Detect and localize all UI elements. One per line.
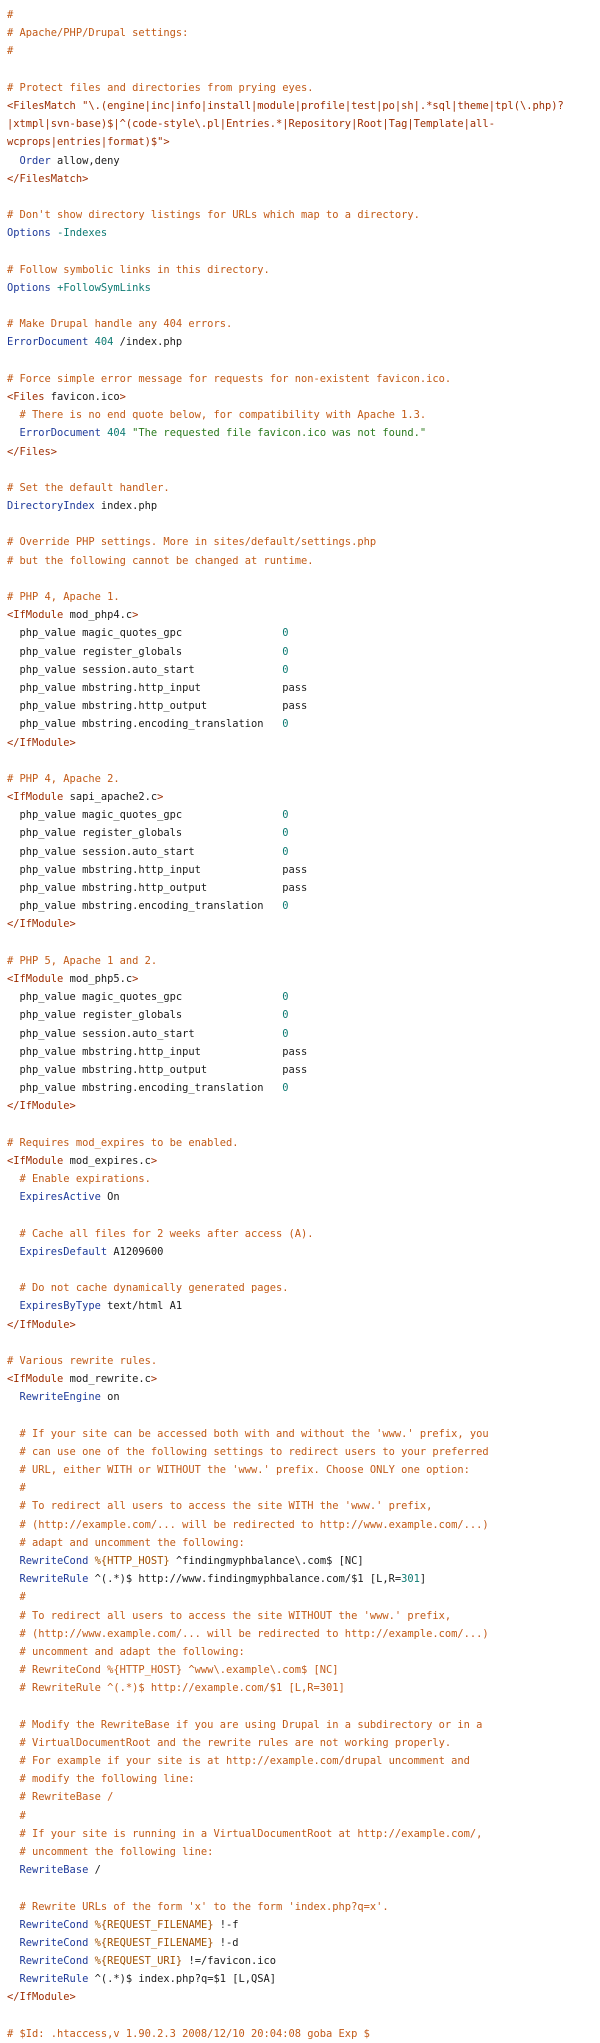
code-token: RewriteCond <box>19 1918 89 1931</box>
code-token: 0 <box>282 991 289 1004</box>
code-line <box>7 1770 600 1788</box>
code-token: RewriteRule <box>19 1973 89 1986</box>
code-token: # PHP 4, Apache 1. <box>7 591 120 603</box>
code-token: mod_rewrite.c <box>69 1373 151 1386</box>
code-token: > <box>150 1373 158 1386</box>
code-token: <IfModule <box>7 791 70 804</box>
code-token: ExpiresActive <box>19 1191 101 1204</box>
code-token: Options <box>7 227 51 240</box>
code-line <box>7 1843 600 1861</box>
code-token: RewriteCond <box>19 1936 89 1949</box>
code-token: 404 <box>94 336 114 349</box>
code-line <box>7 1752 600 1770</box>
code-line <box>7 1334 600 1352</box>
code-line <box>7 1388 600 1406</box>
code-line <box>7 897 600 915</box>
code-line <box>7 1607 600 1625</box>
code-token: # Don't show directory listings for URLs which map to a directory. <box>7 209 420 222</box>
code-token <box>7 1573 20 1585</box>
code-token: # Do not cache dynamically generated pages. <box>7 1282 289 1295</box>
code-line <box>7 315 600 333</box>
code-token: # Force simple error message for requests for non-existent favicon.ico. <box>7 372 452 385</box>
code-line <box>7 388 600 406</box>
code-line <box>7 1643 600 1661</box>
code-token: # For example if your site is at http://example.com/drupal uncomment and <box>7 1755 470 1767</box>
code-token: # can use one of the following settings to redirect users to your preferred <box>7 1445 489 1458</box>
code-token: # (http://example.com/... will be redirected to http://www.example.com/...) <box>7 1518 489 1531</box>
code-token: Options <box>7 281 51 294</box>
code-token: # Various rewrite rules. <box>7 1354 158 1367</box>
code-token: php_value magic_quotes_gpc <box>7 627 283 640</box>
code-line <box>7 952 600 970</box>
code-token: "The requested file favicon.ico was not found." <box>132 427 427 440</box>
code-line <box>7 1661 600 1679</box>
code-line <box>7 1206 600 1224</box>
code-token: # but the following cannot be changed at runtime. <box>7 554 314 567</box>
code-token: %{HTTP_HOST} <box>94 1554 170 1567</box>
code-token: </IfModule> <box>7 918 76 931</box>
code-line <box>7 1352 600 1370</box>
code-line <box>7 1261 600 1279</box>
code-line <box>7 206 600 224</box>
code-token: # <box>7 45 14 58</box>
code-token: DirectoryIndex <box>7 500 95 513</box>
code-line <box>7 1552 600 1570</box>
code-token: php_value register_globals <box>7 645 283 658</box>
code-line <box>7 2007 600 2025</box>
code-token: on <box>100 1391 120 1404</box>
code-token: RewriteEngine <box>19 1391 101 1404</box>
code-token: > <box>150 1154 158 1167</box>
code-token: # (http://www.example.com/... will be redirected to http://example.com/...) <box>7 1627 489 1640</box>
code-token: # Apache/PHP/Drupal settings: <box>7 27 189 40</box>
code-line <box>7 606 600 624</box>
code-line <box>7 1152 600 1170</box>
code-token: # Rewrite URLs of the form 'x' to the form 'index.php?q=x'. <box>7 1900 389 1913</box>
code-line <box>7 679 600 697</box>
code-line <box>7 770 600 788</box>
code-line <box>7 1461 600 1479</box>
code-token: > <box>132 609 139 622</box>
code-token: </IfModule> <box>7 1100 76 1113</box>
code-token: 0 <box>282 718 289 731</box>
code-line <box>7 861 600 879</box>
code-line <box>7 697 600 715</box>
code-token: mod_php5.c <box>69 972 133 985</box>
code-token: <Files <box>7 390 51 403</box>
code-line <box>7 879 600 897</box>
code-line <box>7 1243 600 1261</box>
code-token: # If your site can be accessed both with and without the 'www.' prefix, you <box>7 1427 489 1440</box>
code-token: # RewriteCond %{HTTP_HOST} ^www\.example\.com$ [NC] <box>7 1664 339 1677</box>
code-line <box>7 97 600 115</box>
code-token: RewriteBase <box>19 1864 89 1877</box>
code-token: !=/favicon.ico <box>182 1955 277 1968</box>
code-line <box>7 1934 600 1952</box>
code-token: # Enable expirations. <box>7 1173 151 1185</box>
code-line <box>7 1788 600 1806</box>
code-token <box>7 1300 20 1312</box>
code-token: /index.php <box>113 336 183 349</box>
code-line <box>7 297 600 315</box>
code-token: RewriteRule <box>19 1573 89 1586</box>
code-token <box>7 155 20 167</box>
code-line <box>7 461 600 479</box>
code-line <box>7 715 600 733</box>
code-token: A1209600 <box>107 1245 164 1258</box>
code-token: "\.(engine|inc|info|install|module|profile|test|po|sh|.*sql|theme|tpl(\.php)? <box>82 99 564 112</box>
code-line <box>7 133 600 151</box>
code-line <box>7 1279 600 1297</box>
code-line <box>7 424 600 442</box>
code-token: 301 <box>401 1573 420 1586</box>
code-line <box>7 1025 600 1043</box>
code-line <box>7 1443 600 1461</box>
code-line <box>7 443 600 461</box>
code-token: php_value mbstring.http_input pass <box>7 863 308 876</box>
code-line <box>7 515 600 533</box>
code-token <box>7 1864 20 1876</box>
code-token: php_value mbstring.encoding_translation <box>7 718 283 731</box>
code-token: # To redirect all users to access the site WITH the 'www.' prefix, <box>7 1500 433 1513</box>
code-token: text/html A1 <box>100 1300 183 1313</box>
code-line <box>7 661 600 679</box>
code-token: <IfModule <box>7 972 70 985</box>
code-line <box>7 1734 600 1752</box>
code-token: # RewriteRule ^(.*)$ http://example.com/$1 [L,R=301] <box>7 1682 345 1695</box>
code-token: php_value session.auto_start <box>7 1027 283 1040</box>
code-token: php_value session.auto_start <box>7 663 283 676</box>
code-line <box>7 1716 600 1734</box>
code-token: php_value mbstring.encoding_translation <box>7 900 283 913</box>
code-token: # To redirect all users to access the site WITHOUT the 'www.' prefix, <box>7 1609 452 1622</box>
code-token: index.php <box>94 500 158 513</box>
code-line <box>7 1916 600 1934</box>
code-token: # Follow symbolic links in this directory. <box>7 263 270 276</box>
code-token: # VirtualDocumentRoot and the rewrite rules are not working properly. <box>7 1736 452 1749</box>
code-token <box>7 1555 20 1567</box>
code-line <box>7 152 600 170</box>
code-line <box>7 915 600 933</box>
code-token: <IfModule <box>7 1154 70 1167</box>
code-token: # uncomment and adapt the following: <box>7 1645 245 1658</box>
code-line <box>7 1006 600 1024</box>
code-line <box>7 406 600 424</box>
code-token: </Files> <box>7 445 58 458</box>
code-token: <IfModule <box>7 1373 70 1386</box>
code-token: ExpiresDefault <box>19 1245 108 1258</box>
code-token: # <box>7 1482 26 1495</box>
code-token: On <box>100 1191 120 1204</box>
code-token: mod_php4.c <box>69 609 133 622</box>
code-token: </IfModule> <box>7 736 76 749</box>
code-line <box>7 806 600 824</box>
code-line <box>7 1188 600 1206</box>
code-token: php_value mbstring.http_input pass <box>7 681 308 694</box>
code-token: php_value mbstring.http_output pass <box>7 1063 308 1076</box>
code-token: 0 <box>282 663 289 676</box>
code-line <box>7 1316 600 1334</box>
code-line <box>7 1970 600 1988</box>
code-token: ^(.*)$ http://www.findingmyphbalance.com/$1 [L,R= <box>88 1573 402 1586</box>
code-line <box>7 570 600 588</box>
code-token: !-f <box>213 1918 239 1931</box>
code-token: # Make Drupal handle any 404 errors. <box>7 318 233 331</box>
code-token: RewriteCond <box>19 1955 89 1968</box>
code-token <box>7 1191 20 1203</box>
code-token: |xtmpl|svn-base)$|^(code-style\.pl|Entries.*|Repository|Root|Tag|Template|all- <box>7 118 495 131</box>
code-token: # <box>7 9 14 21</box>
code-line <box>7 934 600 952</box>
code-line <box>7 115 600 133</box>
code-token: # Requires mod_expires to be enabled. <box>7 1136 239 1149</box>
code-line <box>7 824 600 842</box>
code-line <box>7 1497 600 1515</box>
code-line <box>7 61 600 79</box>
code-line <box>7 333 600 351</box>
code-line <box>7 1570 600 1588</box>
code-token: php_value mbstring.encoding_translation <box>7 1082 283 1095</box>
code-line <box>7 1297 600 1315</box>
code-line <box>7 170 600 188</box>
code-token: !-d <box>213 1936 239 1949</box>
code-token <box>7 1937 20 1949</box>
code-line <box>7 843 600 861</box>
code-line <box>7 752 600 770</box>
code-token <box>7 1391 20 1403</box>
code-line <box>7 279 600 297</box>
code-token: # PHP 4, Apache 2. <box>7 772 120 785</box>
code-line <box>7 6 600 24</box>
code-token: sapi_apache2.c <box>69 791 158 804</box>
code-line <box>7 1516 600 1534</box>
code-token: 0 <box>282 809 289 822</box>
code-token: # modify the following line: <box>7 1773 195 1786</box>
code-token: ErrorDocument <box>7 336 89 349</box>
code-token: %{REQUEST_URI} <box>94 1955 183 1968</box>
code-line <box>7 224 600 242</box>
code-line <box>7 242 600 260</box>
code-line <box>7 624 600 642</box>
code-line <box>7 1425 600 1443</box>
code-token: # <box>7 1809 26 1822</box>
code-line <box>7 1225 600 1243</box>
code-token: 0 <box>282 827 289 840</box>
code-line <box>7 734 600 752</box>
code-token: favicon.ico <box>50 390 120 403</box>
code-line <box>7 24 600 42</box>
code-token: 0 <box>282 1082 289 1095</box>
code-token: php_value magic_quotes_gpc <box>7 809 283 822</box>
code-line <box>7 1061 600 1079</box>
code-token: Order <box>19 154 51 167</box>
code-token: # URL, either WITH or WITHOUT the 'www.' prefix. Choose ONLY one option: <box>7 1464 470 1476</box>
code-line <box>7 1952 600 1970</box>
code-line <box>7 1807 600 1825</box>
code-token: ] <box>419 1573 427 1586</box>
code-token: # <box>7 1591 26 1604</box>
code-line <box>7 1697 600 1715</box>
code-line <box>7 79 600 97</box>
code-token <box>7 1919 20 1931</box>
code-token: <IfModule <box>7 609 70 622</box>
code-token: php_value register_globals <box>7 1009 283 1022</box>
code-token: # Set the default handler. <box>7 481 170 494</box>
code-token: 0 <box>282 900 289 913</box>
code-token: wcprops|entries|format)$"> <box>7 136 170 149</box>
code-token: 0 <box>282 627 289 640</box>
code-token: %{REQUEST_FILENAME} <box>94 1936 214 1949</box>
code-token: # Modify the RewriteBase if you are using Drupal in a subdirectory or in a <box>7 1718 483 1731</box>
code-token: # There is no end quote below, for compatibility with Apache 1.3. <box>7 409 427 422</box>
code-token <box>7 1973 20 1985</box>
code-line <box>7 988 600 1006</box>
code-token <box>7 1955 20 1967</box>
code-line <box>7 188 600 206</box>
code-line <box>7 1534 600 1552</box>
code-token: %{REQUEST_FILENAME} <box>94 1918 214 1931</box>
code-token <box>7 1246 20 1258</box>
code-line <box>7 1479 600 1497</box>
code-token: # Cache all files for 2 weeks after access (A). <box>7 1227 314 1240</box>
code-token: +FollowSymLinks <box>57 281 151 294</box>
code-token: # If your site is running in a VirtualDocumentRoot at http://example.com/, <box>7 1827 483 1840</box>
code-line <box>7 1825 600 1843</box>
code-line <box>7 42 600 60</box>
code-token: ^(.*)$ index.php?q=$1 [L,QSA] <box>88 1973 277 1986</box>
code-token: </IfModule> <box>7 1991 76 2004</box>
code-token: > <box>157 791 164 804</box>
code-token: > <box>119 390 126 403</box>
code-token: php_value mbstring.http_output pass <box>7 882 308 894</box>
code-line <box>7 1115 600 1133</box>
code-token: ErrorDocument <box>19 427 101 440</box>
code-token: # PHP 5, Apache 1 and 2. <box>7 954 158 967</box>
code-token: <FilesMatch <box>7 99 83 112</box>
code-token: php_value mbstring.http_input pass <box>7 1045 308 1058</box>
code-token: # RewriteBase / <box>7 1791 114 1804</box>
code-token: 0 <box>282 1009 289 1022</box>
code-line <box>7 497 600 515</box>
code-line <box>7 1988 600 2006</box>
code-token: </IfModule> <box>7 1318 76 1331</box>
code-line <box>7 552 600 570</box>
code-line <box>7 479 600 497</box>
code-token: php_value register_globals <box>7 827 283 840</box>
code-line <box>7 1406 600 1424</box>
code-line <box>7 1043 600 1061</box>
code-line <box>7 1625 600 1643</box>
code-line <box>7 788 600 806</box>
code-token: allow,deny <box>50 154 120 167</box>
code-line <box>7 1097 600 1115</box>
code-line <box>7 588 600 606</box>
code-token: # Override PHP settings. More in sites/default/settings.php <box>7 536 377 549</box>
code-token: 0 <box>282 1027 289 1040</box>
code-token: ExpiresByType <box>19 1300 101 1313</box>
code-line <box>7 970 600 988</box>
code-line <box>7 1898 600 1916</box>
code-token: / <box>88 1864 101 1877</box>
code-line <box>7 1861 600 1879</box>
code-token: # $Id: .htaccess,v 1.90.2.3 2008/12/10 20:04:08 goba Exp $ <box>7 2027 370 2040</box>
code-line <box>7 643 600 661</box>
code-line <box>7 1134 600 1152</box>
code-line <box>7 1079 600 1097</box>
code-token: php_value magic_quotes_gpc <box>7 991 283 1004</box>
code-line <box>7 2025 600 2043</box>
code-line <box>7 1370 600 1388</box>
code-token: php_value session.auto_start <box>7 845 283 858</box>
code-token: 404 <box>107 427 126 440</box>
code-token: ^findingmyphbalance\.com$ [NC] <box>169 1554 364 1567</box>
code-token: 0 <box>282 645 289 658</box>
code-token: </FilesMatch> <box>7 172 89 185</box>
code-token: > <box>132 972 139 985</box>
code-line <box>7 1679 600 1697</box>
code-line <box>7 370 600 388</box>
code-line <box>7 533 600 551</box>
code-line <box>7 352 600 370</box>
code-line <box>7 261 600 279</box>
code-token <box>7 427 20 439</box>
code-token: -Indexes <box>57 227 108 240</box>
code-line <box>7 1588 600 1606</box>
code-token: 0 <box>282 845 289 858</box>
code-line <box>7 1879 600 1897</box>
code-token: # uncomment the following line: <box>7 1845 214 1858</box>
code-token: php_value mbstring.http_output pass <box>7 700 308 713</box>
code-token: mod_expires.c <box>69 1154 151 1167</box>
code-token: # adapt and uncomment the following: <box>7 1536 245 1549</box>
code-token: RewriteCond <box>19 1554 89 1567</box>
code-token: # Protect files and directories from prying eyes. <box>7 81 314 94</box>
code-line <box>7 1170 600 1188</box>
